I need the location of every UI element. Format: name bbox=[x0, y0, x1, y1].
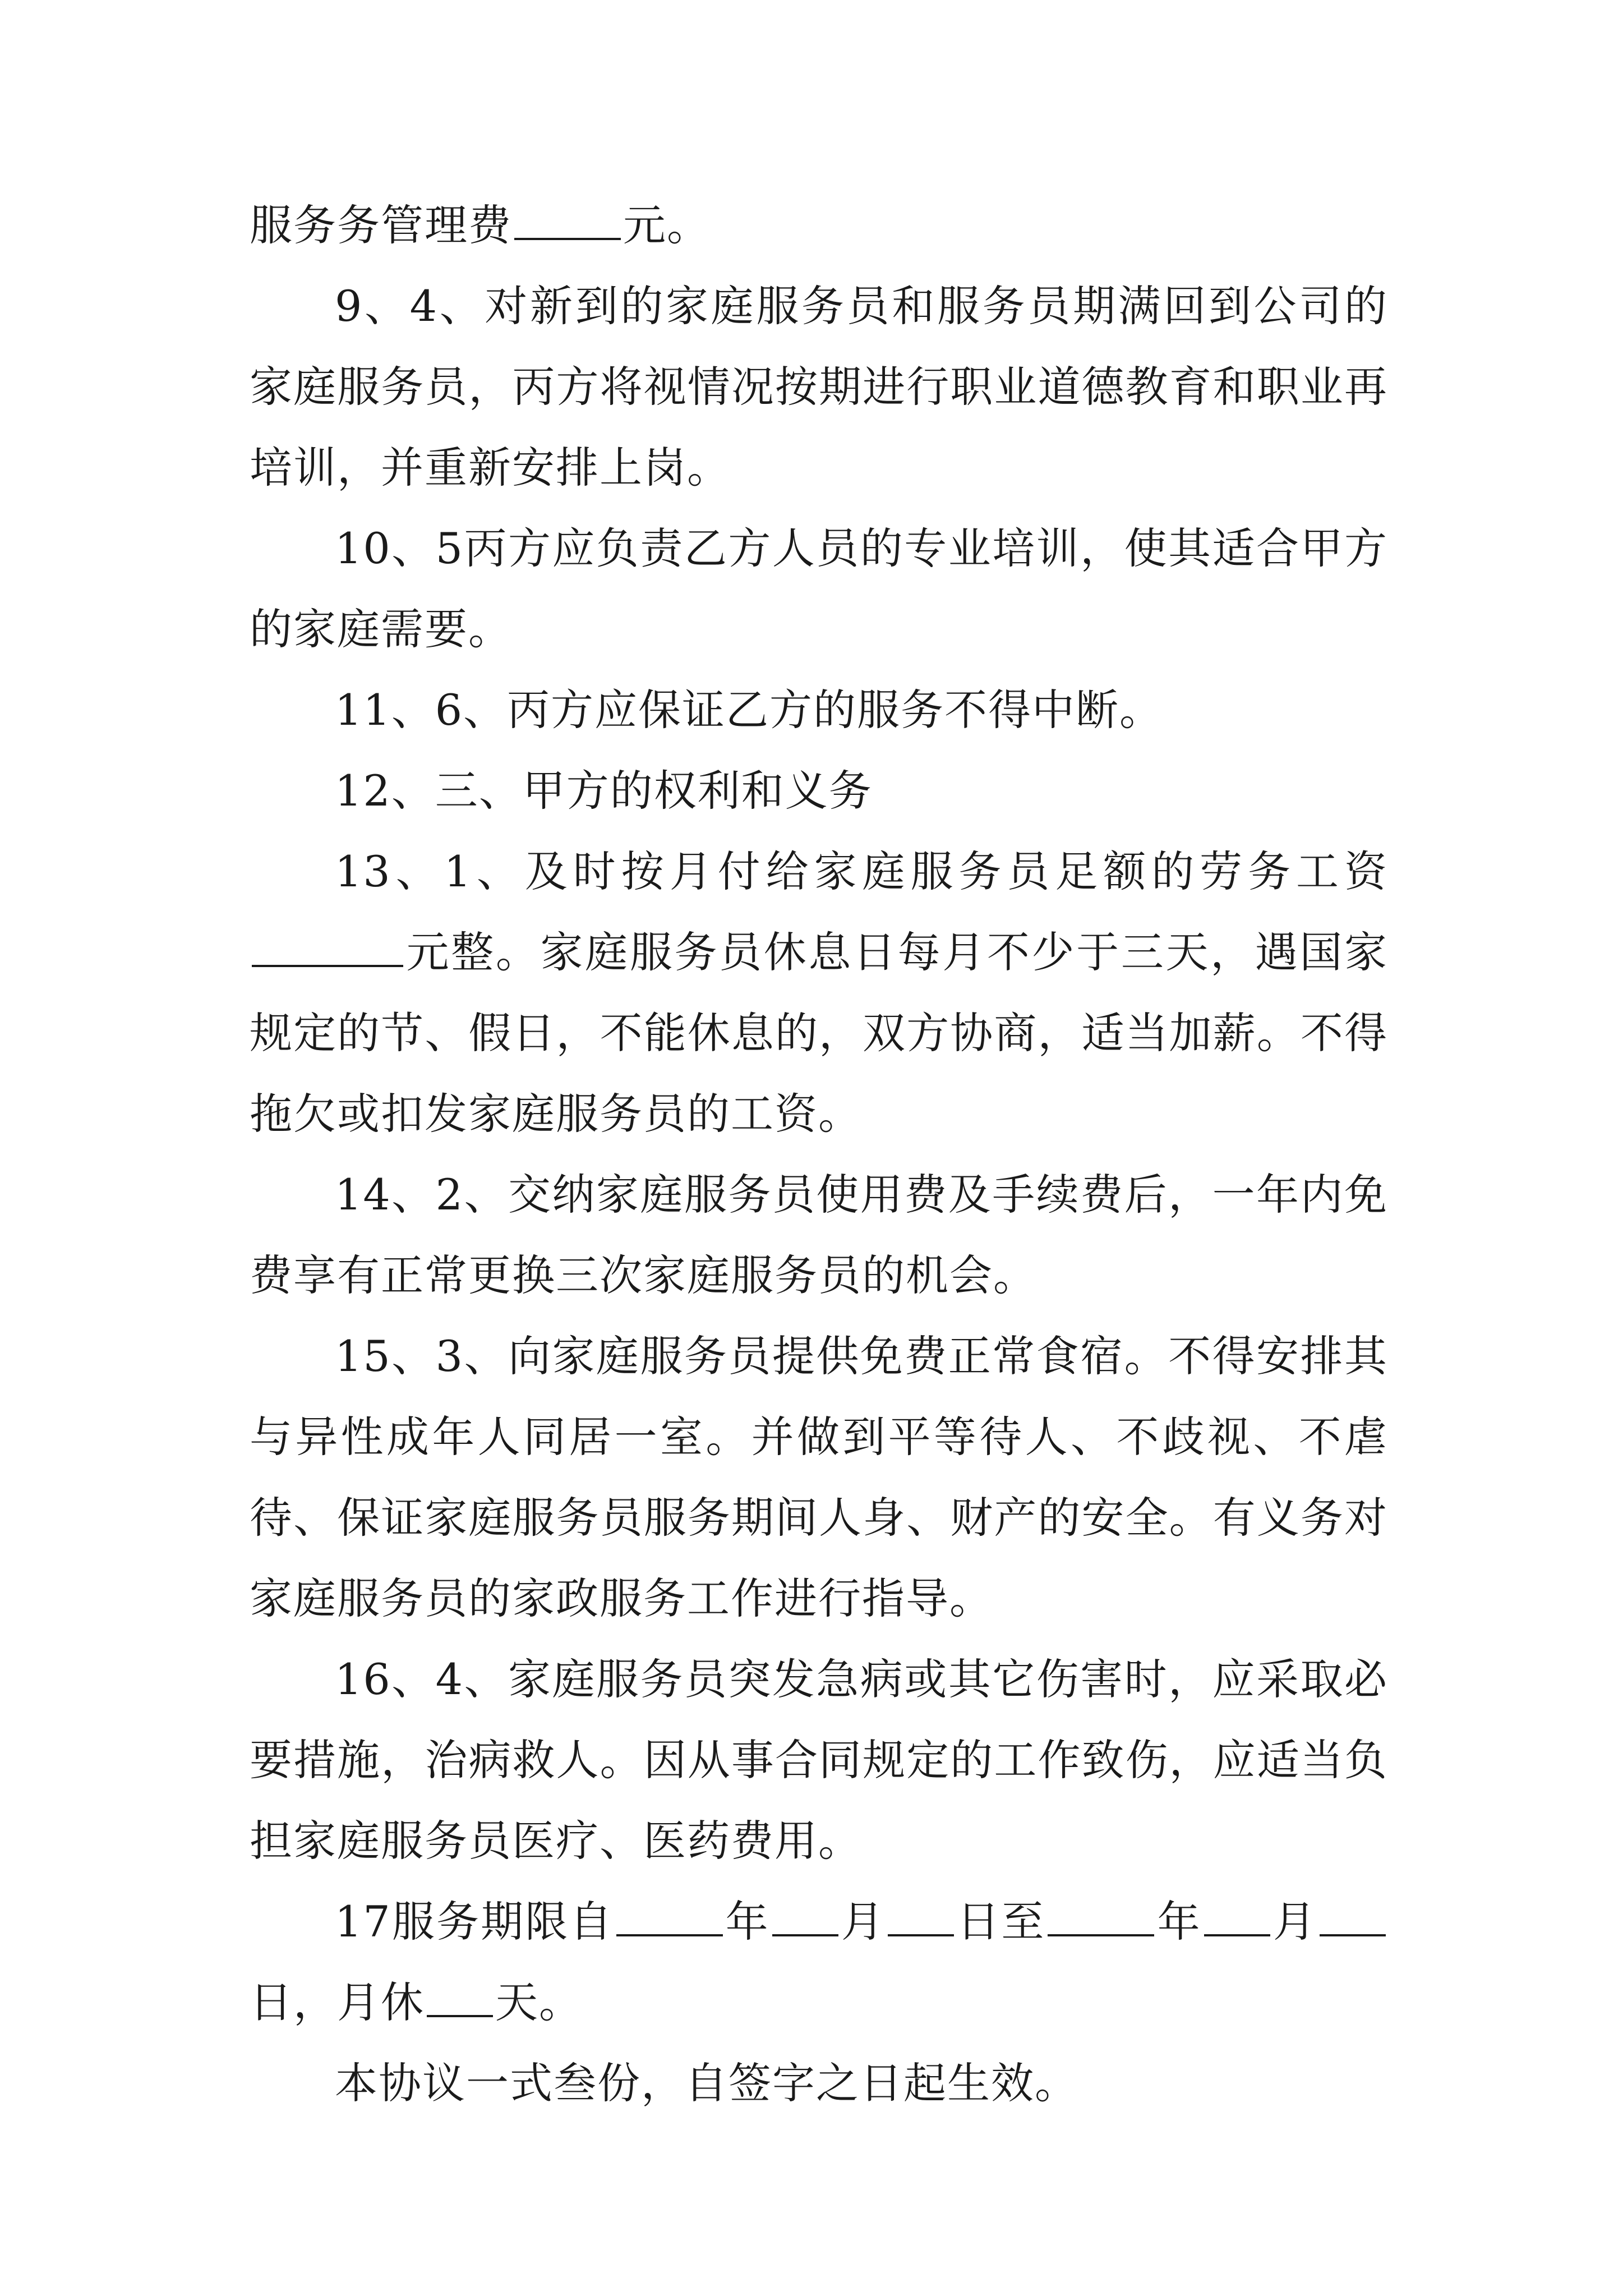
paragraph-clause-13: 13、1、及时按月付给家庭服务员足额的劳务工资元整。家庭服务员休息日每月不少于三天，遇国家规定的节、假日，不能休息的，双方协商，适当加薪。不得拖欠或扣发家庭服务员的工资。 bbox=[250, 846, 1388, 1139]
paragraph-clause-16: 16、4、家庭服务员突发急病或其它伤害时，应采取必要措施，治病救人。因从事合同规定的工作致伤，应适当负担家庭服务员医疗、医药费用。 bbox=[250, 1654, 1388, 1866]
paragraph-management-fee: 服务务管理费 元。 bbox=[250, 200, 711, 250]
fill-blank bbox=[1320, 1901, 1386, 1936]
fill-blank bbox=[616, 1901, 723, 1936]
paragraph-effective-clause: 本协议一式叁份，自签字之日起生效。 bbox=[335, 2058, 1078, 2108]
fill-blank bbox=[888, 1901, 954, 1936]
fill-blank bbox=[514, 204, 621, 240]
fill-blank bbox=[427, 1981, 493, 2017]
document-body bbox=[250, 185, 1388, 2124]
fill-blank bbox=[252, 931, 403, 967]
paragraph-clause-15: 15、3、向家庭服务员提供免费正常食宿。不得安排其与异性成年人同居一室。并做到平等待人、不歧视、不虐待、保证家庭服务员服务期间人身、财产的安全。有义务对家庭服务员的家政服务工作进行指导。 bbox=[250, 1331, 1388, 1623]
paragraph-clause-14: 14、2、交纳家庭服务员使用费及手续费后，一年内免费享有正常更换三次家庭服务员的机会。 bbox=[250, 1170, 1388, 1300]
fill-blank bbox=[1048, 1901, 1154, 1936]
paragraph-clause-9: 9、4、对新到的家庭服务员和服务员期满回到公司的家庭服务员，丙方将视情况按期进行职业道德教育和职业再培训，并重新安排上岗。 bbox=[250, 281, 1388, 493]
paragraph-clause-10: 10、5丙方应负责乙方人员的专业培训，使其适合甲方的家庭需要。 bbox=[250, 523, 1388, 654]
paragraph-clause-11: 11、6、丙方应保证乙方的服务不得中断。 bbox=[335, 685, 1164, 735]
fill-blank bbox=[772, 1901, 838, 1936]
fill-blank bbox=[1204, 1901, 1270, 1936]
paragraph-clause-12: 12、三、甲方的权利和义务 bbox=[335, 766, 873, 816]
paragraph-clause-17: 17服务期限自 年 月 日至 年 月日，月休 天。 bbox=[250, 1881, 1388, 2043]
